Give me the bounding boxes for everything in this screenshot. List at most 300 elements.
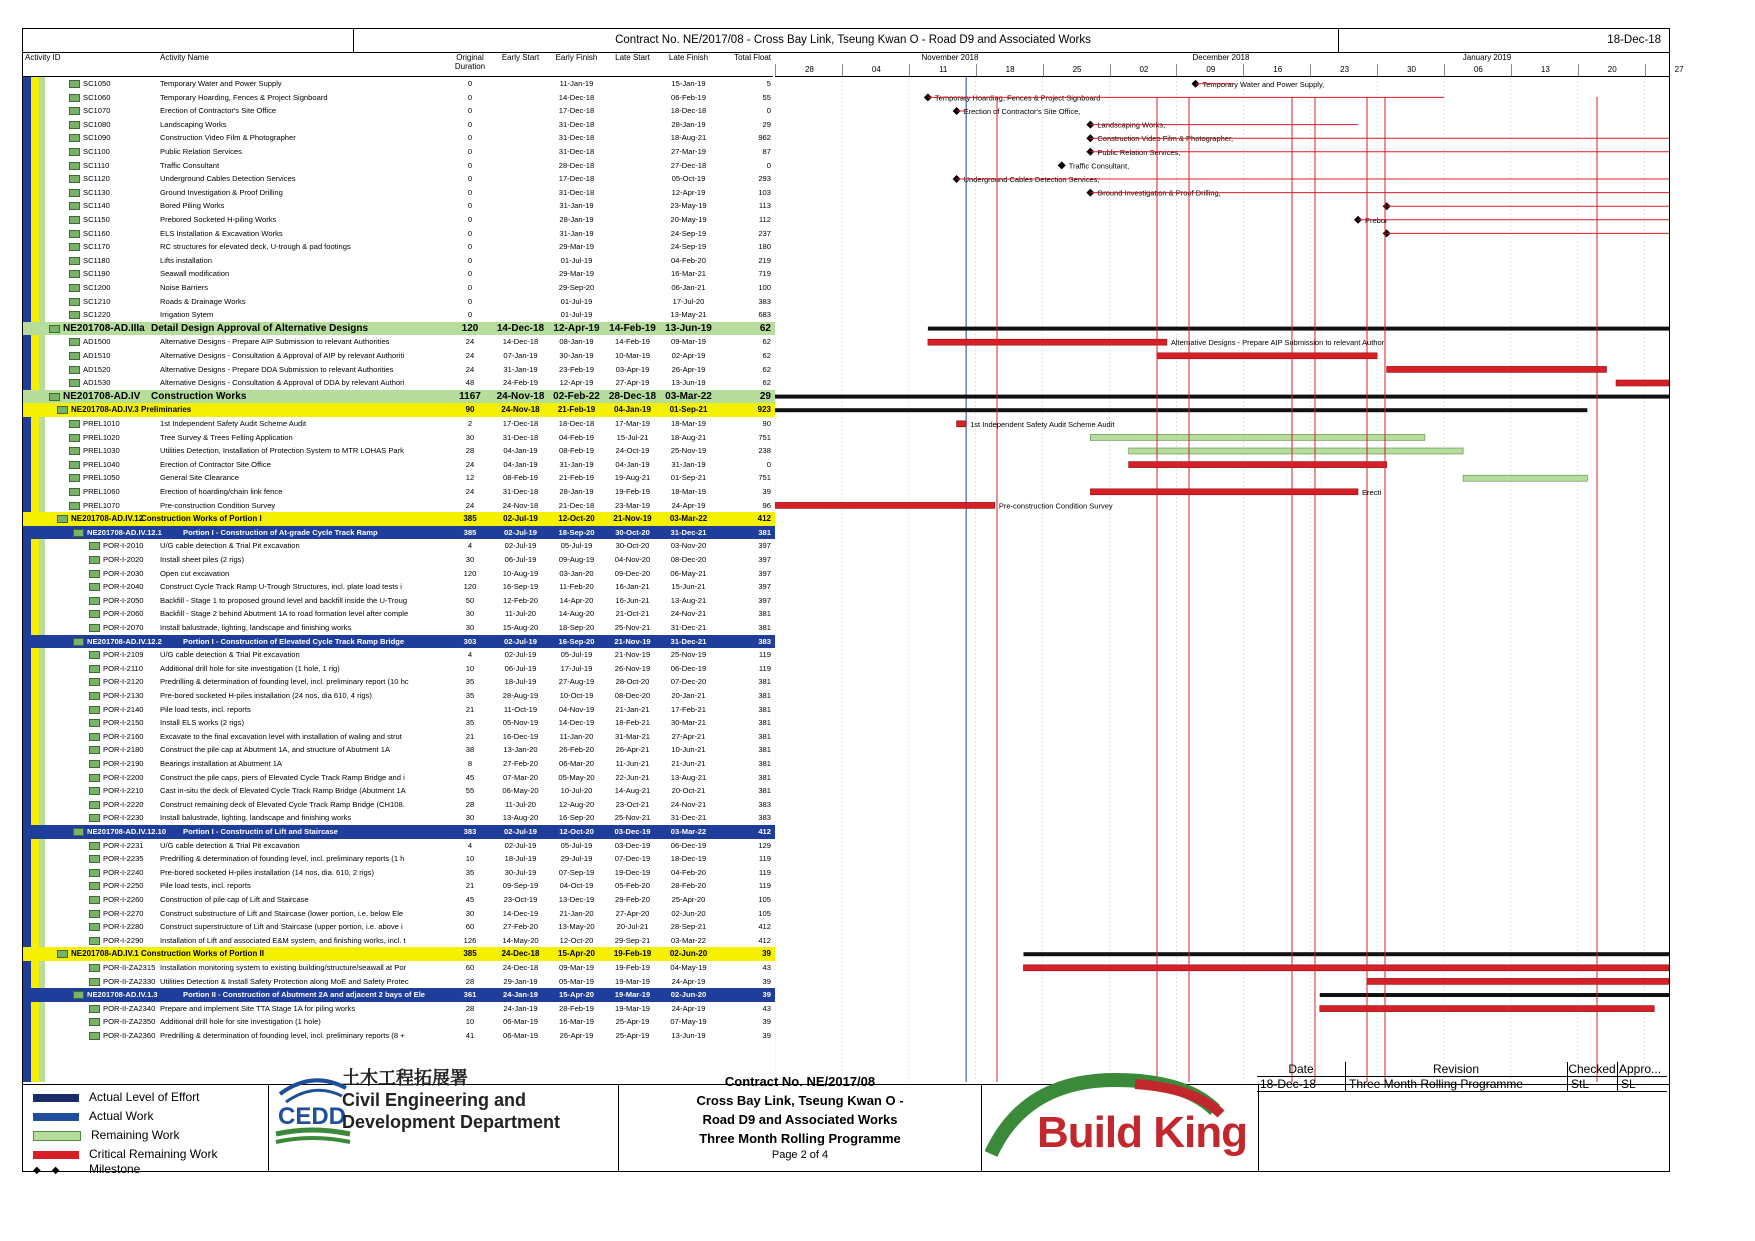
early-start: 02-Jul-19 bbox=[503, 514, 538, 524]
activity-icon bbox=[89, 842, 100, 850]
activity-icon bbox=[89, 1005, 100, 1013]
activity-row[interactable] bbox=[23, 784, 775, 798]
activity-icon bbox=[89, 610, 100, 618]
activity-icon bbox=[69, 202, 80, 210]
early-start: 30-Jul-19 bbox=[504, 867, 537, 877]
original-duration: 126 bbox=[463, 935, 477, 945]
activity-icon bbox=[89, 624, 100, 632]
activity-row[interactable] bbox=[23, 308, 775, 322]
activity-icon bbox=[89, 964, 100, 972]
original-duration: 385 bbox=[463, 949, 477, 959]
activity-name: Construction of pile cap of Lift and Staircase bbox=[160, 895, 309, 904]
original-duration: 35 bbox=[465, 718, 475, 728]
early-finish: 04-Nov-19 bbox=[558, 704, 595, 714]
activity-row[interactable] bbox=[23, 1029, 775, 1043]
activity-row[interactable] bbox=[23, 648, 775, 662]
activity-row[interactable] bbox=[23, 675, 775, 689]
legend-label: Remaining Work bbox=[91, 1128, 180, 1142]
rev-description: Three Month Rolling Programme bbox=[1349, 1077, 1524, 1091]
activity-icon bbox=[69, 80, 80, 88]
activity-icon bbox=[69, 474, 80, 482]
late-finish: 13-May-21 bbox=[670, 310, 707, 320]
wbs-folder-icon bbox=[73, 638, 84, 646]
late-finish: 10-Jun-21 bbox=[671, 745, 706, 755]
late-finish: 26-Apr-19 bbox=[671, 364, 706, 374]
late-finish: 03-Mar-22 bbox=[669, 514, 708, 524]
early-finish: 18-Dec-18 bbox=[558, 419, 595, 428]
activity-name: Additional drill hole for site investigation (1 hole) bbox=[160, 1017, 321, 1027]
wbs-row[interactable] bbox=[23, 403, 775, 417]
total-float: 412 bbox=[757, 514, 771, 524]
late-finish: 06-May-21 bbox=[670, 568, 707, 578]
title-block bbox=[620, 1072, 980, 1148]
activity-icon bbox=[89, 978, 100, 986]
total-float: 412 bbox=[758, 827, 771, 836]
late-finish: 02-Jun-20 bbox=[671, 908, 706, 918]
activity-name: Portion I - Constructin of Lift and Staircase bbox=[183, 827, 338, 836]
activity-row[interactable] bbox=[23, 104, 775, 118]
activity-name: Temporary Hoarding, Fences & Project Signboard bbox=[160, 92, 328, 102]
activity-icon bbox=[69, 311, 80, 319]
early-finish: 16-Sep-20 bbox=[558, 636, 595, 646]
early-finish: 30-Jan-19 bbox=[559, 351, 594, 360]
activity-name: Erection of Contractor's Site Office bbox=[160, 106, 277, 116]
activity-name: Ground Investigation & Proof Drilling bbox=[160, 187, 283, 197]
activity-id: SC1080 bbox=[83, 119, 111, 129]
total-float: 383 bbox=[758, 296, 771, 306]
col-activity-name[interactable]: Activity Name bbox=[160, 53, 209, 62]
activity-row[interactable] bbox=[23, 444, 775, 458]
early-finish: 05-Jul-19 bbox=[560, 541, 593, 551]
early-finish: 05-Jul-19 bbox=[560, 840, 593, 850]
activity-id: POR-I-2040 bbox=[103, 582, 144, 592]
original-duration: 21 bbox=[465, 731, 475, 741]
activity-row[interactable] bbox=[23, 703, 775, 717]
activity-row[interactable] bbox=[23, 594, 775, 608]
activity-icon bbox=[69, 379, 80, 387]
late-finish: 17-Jul-20 bbox=[672, 296, 705, 306]
early-finish: 12-Oct-20 bbox=[559, 827, 594, 836]
original-duration: 12 bbox=[465, 473, 475, 483]
original-duration: 385 bbox=[463, 527, 477, 537]
activity-id: POR-II-ZA2360 bbox=[103, 1031, 156, 1040]
original-duration: 30 bbox=[465, 432, 475, 442]
week-label: 20 bbox=[1578, 64, 1646, 76]
original-duration: 0 bbox=[467, 133, 473, 143]
early-finish: 12-Oct-20 bbox=[559, 935, 594, 945]
activity-id: POR-II-ZA2350 bbox=[103, 1017, 156, 1027]
early-finish: 17-Dec-18 bbox=[558, 106, 595, 116]
col-late-finish[interactable]: Late Finish bbox=[668, 53, 709, 62]
early-start: 24-Jan-19 bbox=[503, 1003, 538, 1013]
activity-icon bbox=[69, 230, 80, 238]
original-duration: 41 bbox=[465, 1031, 475, 1040]
late-start: 25-Nov-21 bbox=[614, 813, 651, 823]
early-start: 24-Nov-18 bbox=[502, 500, 539, 510]
bar-label: Public Relation Services, bbox=[1097, 147, 1181, 157]
activity-icon bbox=[69, 270, 80, 278]
late-start: 03-Dec-19 bbox=[614, 840, 651, 850]
early-start: 24-Dec-18 bbox=[501, 949, 540, 959]
activity-row[interactable] bbox=[23, 975, 775, 989]
box-divider bbox=[981, 1085, 982, 1172]
activity-name: Alternative Designs - Prepare DDA Submission to relevant Authorities bbox=[160, 364, 394, 374]
activity-id: POR-I-2200 bbox=[103, 772, 144, 782]
legend-item bbox=[33, 1163, 140, 1175]
late-start: 16-Jun-21 bbox=[615, 595, 650, 605]
activity-name: Construction Works of Portion II bbox=[141, 949, 264, 959]
early-start: 23-Oct-19 bbox=[503, 895, 538, 904]
early-finish: 10-Jul-20 bbox=[560, 786, 593, 796]
week-label: 06 bbox=[1444, 64, 1512, 76]
late-finish: 16-Mar-21 bbox=[670, 269, 707, 279]
total-float: 397 bbox=[758, 541, 771, 551]
activity-row[interactable] bbox=[23, 335, 775, 349]
activity-id: NE201708-AD.IV.12 bbox=[71, 514, 144, 524]
activity-row[interactable] bbox=[23, 743, 775, 757]
bar-label: Traffic Consultant, bbox=[1068, 161, 1130, 171]
activity-name: RC structures for elevated deck, U-trough & pad footings bbox=[160, 242, 351, 252]
total-float: 180 bbox=[758, 242, 771, 252]
early-finish: 28-Jan-19 bbox=[559, 215, 594, 224]
late-start: 27-Apr-19 bbox=[615, 378, 650, 388]
early-start: 02-Jul-19 bbox=[504, 650, 537, 660]
activity-row[interactable] bbox=[23, 716, 775, 730]
activity-row[interactable] bbox=[23, 811, 775, 825]
bar-label: Erecti bbox=[1361, 487, 1382, 497]
activity-name: Utilities Detection, Installation of Protection System to MTR LOHAS Park bbox=[160, 446, 404, 456]
activity-id: AD1500 bbox=[83, 337, 111, 347]
activity-row[interactable] bbox=[23, 485, 775, 499]
late-finish: 05-Oct-19 bbox=[671, 174, 706, 184]
original-duration: 383 bbox=[463, 827, 477, 836]
early-finish: 31-Dec-18 bbox=[558, 133, 595, 143]
col-early-start[interactable]: Early Start bbox=[501, 53, 540, 62]
activity-row[interactable] bbox=[23, 91, 775, 105]
late-start: 04-Jan-19 bbox=[615, 459, 650, 469]
activity-name: Public Relation Services bbox=[160, 147, 242, 156]
total-float: 381 bbox=[758, 609, 771, 619]
activity-id: SC1110 bbox=[83, 160, 110, 170]
late-finish: 03-Mar-22 bbox=[670, 935, 707, 945]
activity-row[interactable] bbox=[23, 145, 775, 159]
original-duration: 120 bbox=[463, 582, 477, 592]
activity-row[interactable] bbox=[23, 1002, 775, 1016]
wbs-folder-icon bbox=[57, 406, 68, 414]
week-label: 23 bbox=[1310, 64, 1378, 76]
col-original-duration[interactable]: Original Duration bbox=[454, 53, 486, 71]
week-label: 16 bbox=[1243, 64, 1311, 76]
activity-row[interactable] bbox=[23, 879, 775, 893]
activity-row[interactable] bbox=[23, 961, 775, 975]
activity-id: POR-I-2120 bbox=[103, 677, 144, 687]
late-start: 19-Dec-19 bbox=[614, 867, 651, 877]
wbs-row[interactable] bbox=[23, 947, 775, 961]
early-start: 28-Aug-19 bbox=[502, 691, 539, 700]
activity-icon bbox=[89, 719, 100, 727]
wbs-row[interactable] bbox=[23, 526, 775, 540]
activity-row[interactable] bbox=[23, 199, 775, 213]
total-float: 39 bbox=[762, 1017, 771, 1027]
activity-name: Installation of Lift and associated E&M system, and finishing works, incl. t bbox=[160, 935, 406, 945]
activity-icon bbox=[69, 175, 80, 183]
original-duration: 1167 bbox=[459, 390, 481, 402]
activity-row[interactable] bbox=[23, 771, 775, 785]
activity-row[interactable] bbox=[23, 131, 775, 145]
remaining-bar bbox=[1463, 475, 1587, 481]
original-duration: 48 bbox=[465, 378, 475, 388]
wbs-row[interactable] bbox=[23, 512, 775, 526]
late-start: 20-Jul-21 bbox=[616, 922, 649, 932]
activity-row[interactable] bbox=[23, 363, 775, 377]
early-start: 14-Dec-18 bbox=[502, 337, 539, 347]
early-start: 02-Jul-19 bbox=[504, 527, 537, 537]
activity-id: POR-I-2230 bbox=[103, 813, 144, 823]
activity-row[interactable] bbox=[23, 553, 775, 567]
late-start: 29-Sep-21 bbox=[614, 935, 651, 945]
original-duration: 30 bbox=[465, 623, 475, 632]
activity-row[interactable] bbox=[23, 295, 775, 309]
activity-row[interactable] bbox=[23, 798, 775, 812]
total-float: 62 bbox=[762, 337, 771, 347]
activity-row[interactable] bbox=[23, 907, 775, 921]
early-start: 04-Jan-19 bbox=[503, 446, 538, 456]
activity-icon bbox=[89, 651, 100, 659]
week-label: 09 bbox=[1176, 64, 1244, 76]
activity-row[interactable] bbox=[23, 118, 775, 132]
early-start: 24-Nov-18 bbox=[501, 405, 540, 415]
legend-label: Critical Remaining Work bbox=[89, 1147, 218, 1161]
original-duration: 303 bbox=[463, 636, 477, 646]
total-float: 112 bbox=[758, 215, 771, 224]
activity-row[interactable] bbox=[23, 417, 775, 431]
box-divider bbox=[268, 1085, 269, 1172]
early-start: 04-Jan-19 bbox=[503, 459, 538, 469]
summary-bar bbox=[775, 408, 1587, 412]
wbs-row[interactable] bbox=[23, 825, 775, 839]
early-start: 09-Sep-19 bbox=[502, 881, 539, 891]
activity-row[interactable] bbox=[23, 172, 775, 186]
legend-item bbox=[33, 1146, 217, 1163]
activity-row[interactable] bbox=[23, 662, 775, 676]
activity-id: AD1530 bbox=[83, 378, 111, 388]
activity-id: SC1210 bbox=[83, 296, 111, 306]
activity-name: Construction Works of Portion I bbox=[141, 514, 262, 524]
bar-label: Underground Cables Detection Services, bbox=[963, 175, 1100, 184]
activity-row[interactable] bbox=[23, 852, 775, 866]
late-finish: 24-Sep-19 bbox=[670, 228, 707, 238]
activity-row[interactable] bbox=[23, 471, 775, 485]
critical-bar bbox=[1023, 965, 1669, 971]
activity-name: Roads & Drainage Works bbox=[160, 296, 246, 306]
col-total-float[interactable]: Total Float bbox=[734, 53, 771, 62]
late-finish: 07-May-19 bbox=[670, 1017, 707, 1027]
activity-row[interactable] bbox=[23, 376, 775, 390]
total-float: 5 bbox=[766, 79, 771, 88]
early-start: 06-Jul-19 bbox=[504, 555, 537, 564]
activity-id: POR-I-2210 bbox=[103, 786, 144, 796]
activity-row[interactable] bbox=[23, 159, 775, 173]
activity-row[interactable] bbox=[23, 77, 775, 91]
activity-row[interactable] bbox=[23, 240, 775, 254]
activity-row[interactable] bbox=[23, 839, 775, 853]
early-finish: 05-Mar-19 bbox=[558, 976, 595, 986]
original-duration: 0 bbox=[467, 296, 473, 306]
activity-name: Prebored Socketed H-piling Works bbox=[160, 215, 277, 224]
legend-swatch bbox=[33, 1094, 79, 1102]
total-float: 383 bbox=[758, 799, 771, 809]
total-float: 381 bbox=[758, 677, 771, 687]
original-duration: 0 bbox=[467, 269, 473, 279]
activity-name: Alternative Designs - Consultation & Approval of DDA by relevant Authori bbox=[160, 378, 405, 388]
early-start: 24-Nov-18 bbox=[496, 390, 545, 402]
original-duration: 0 bbox=[467, 119, 473, 129]
activity-id: SC1100 bbox=[83, 147, 110, 156]
original-duration: 24 bbox=[465, 337, 475, 347]
activity-id: POR-I-2020 bbox=[103, 555, 144, 564]
early-start: 17-Dec-18 bbox=[502, 419, 539, 428]
total-float: 219 bbox=[758, 255, 771, 265]
activity-row[interactable] bbox=[23, 920, 775, 934]
early-finish: 26-Apr-19 bbox=[559, 1031, 594, 1040]
activity-row[interactable] bbox=[23, 866, 775, 880]
late-start: 11-Jun-21 bbox=[615, 759, 650, 768]
activity-id: SC1120 bbox=[83, 174, 110, 184]
early-start: 06-May-20 bbox=[502, 786, 539, 796]
total-float: 381 bbox=[758, 731, 771, 741]
late-finish: 18-Dec-18 bbox=[670, 106, 707, 116]
total-float: 381 bbox=[758, 704, 771, 714]
activity-id: POR-I-2270 bbox=[103, 908, 144, 918]
activity-row[interactable] bbox=[23, 431, 775, 445]
activity-icon bbox=[69, 298, 80, 306]
activity-row[interactable] bbox=[23, 934, 775, 948]
critical-bar bbox=[957, 421, 967, 427]
rev-approved: SL bbox=[1621, 1077, 1636, 1091]
activity-id: PREL1070 bbox=[83, 500, 120, 510]
activity-icon bbox=[89, 583, 100, 591]
activity-row[interactable] bbox=[23, 227, 775, 241]
early-finish: 26-Feb-20 bbox=[558, 745, 595, 755]
activity-id: SC1160 bbox=[83, 228, 110, 238]
activity-row[interactable] bbox=[23, 539, 775, 553]
activity-row[interactable] bbox=[23, 580, 775, 594]
original-duration: 0 bbox=[467, 201, 473, 211]
wbs-row[interactable] bbox=[23, 988, 775, 1002]
activity-icon bbox=[89, 774, 100, 782]
col-early-finish[interactable]: Early Finish bbox=[555, 53, 598, 62]
original-duration: 0 bbox=[467, 92, 473, 102]
activity-name: Pre-bored socketed H-piles installation (14 nos, dia. 610, 2 rigs) bbox=[160, 867, 375, 877]
activity-id: POR-I-2280 bbox=[103, 922, 144, 932]
remaining-bar bbox=[1090, 434, 1425, 440]
activity-icon bbox=[89, 814, 100, 822]
activity-icon bbox=[69, 352, 80, 360]
total-float: 55 bbox=[762, 92, 771, 102]
activity-row[interactable] bbox=[23, 757, 775, 771]
activity-name: Construct remaining deck of Elevated Cycle Track Ramp Bridge (CH108. bbox=[160, 799, 405, 809]
total-float: 0 bbox=[766, 459, 771, 469]
early-finish: 28-Jan-19 bbox=[559, 487, 594, 496]
total-float: 113 bbox=[758, 201, 771, 211]
activity-row[interactable] bbox=[23, 621, 775, 635]
activity-row[interactable] bbox=[23, 213, 775, 227]
original-duration: 30 bbox=[465, 555, 475, 564]
activity-row[interactable] bbox=[23, 458, 775, 472]
early-finish: 04-Oct-19 bbox=[559, 881, 594, 891]
activity-row[interactable] bbox=[23, 730, 775, 744]
wbs-row[interactable] bbox=[23, 390, 775, 404]
early-start: 11-Jul-20 bbox=[504, 799, 537, 809]
critical-bar bbox=[1320, 1006, 1655, 1012]
late-start: 19-Feb-19 bbox=[614, 963, 651, 972]
late-finish: 09-Mar-19 bbox=[670, 337, 707, 347]
activity-row[interactable] bbox=[23, 281, 775, 295]
activity-row[interactable] bbox=[23, 499, 775, 513]
early-start: 06-Mar-19 bbox=[502, 1031, 539, 1040]
wbs-row[interactable] bbox=[23, 635, 775, 649]
early-start: 06-Jul-19 bbox=[504, 663, 537, 673]
activity-row[interactable] bbox=[23, 893, 775, 907]
late-finish: 06-Jan-21 bbox=[671, 283, 706, 292]
original-duration: 0 bbox=[467, 310, 473, 320]
early-start: 13-Aug-20 bbox=[502, 813, 539, 823]
late-finish: 13-Jun-19 bbox=[665, 322, 712, 334]
late-start: 18-Feb-21 bbox=[614, 718, 651, 728]
col-activity-id[interactable]: Activity ID bbox=[25, 53, 61, 62]
activity-row[interactable] bbox=[23, 1015, 775, 1029]
activity-row[interactable] bbox=[23, 689, 775, 703]
original-duration: 24 bbox=[465, 351, 475, 360]
activity-icon bbox=[69, 189, 80, 197]
original-duration: 28 bbox=[465, 976, 475, 986]
critical-bar bbox=[928, 339, 1167, 345]
week-label: 13 bbox=[1511, 64, 1579, 76]
col-late-start[interactable]: Late Start bbox=[615, 53, 650, 62]
rev-rule bbox=[1257, 1091, 1667, 1092]
late-finish: 02-Apr-19 bbox=[671, 351, 706, 360]
activity-row[interactable] bbox=[23, 267, 775, 281]
activity-row[interactable] bbox=[23, 607, 775, 621]
original-duration: 30 bbox=[465, 609, 475, 619]
activity-icon bbox=[89, 542, 100, 550]
critical-bar bbox=[1616, 380, 1669, 386]
total-float: 119 bbox=[758, 881, 771, 891]
late-finish: 30-Mar-21 bbox=[670, 718, 707, 728]
original-duration: 21 bbox=[465, 881, 475, 891]
activity-row[interactable] bbox=[23, 254, 775, 268]
early-start: 11-Jul-20 bbox=[504, 609, 537, 619]
early-finish: 02-Feb-22 bbox=[553, 390, 600, 402]
total-float: 381 bbox=[758, 691, 771, 700]
activity-icon bbox=[69, 121, 80, 129]
title-line: Cross Bay Link, Tseung Kwan O - bbox=[696, 1093, 904, 1108]
early-finish: 31-Jan-19 bbox=[559, 459, 594, 469]
activity-name: Pre-bored socketed H-piles installation (24 nos, dia 610, 4 rigs) bbox=[160, 691, 372, 700]
activity-row[interactable] bbox=[23, 567, 775, 581]
wbs-row[interactable] bbox=[23, 322, 775, 336]
original-duration: 10 bbox=[465, 1017, 475, 1027]
legend-swatch bbox=[33, 1131, 81, 1141]
late-finish: 04-Feb-20 bbox=[670, 867, 707, 877]
total-float: 96 bbox=[762, 500, 771, 510]
activity-row[interactable] bbox=[23, 349, 775, 363]
activity-id: POR-I-2260 bbox=[103, 895, 144, 904]
activity-row[interactable] bbox=[23, 186, 775, 200]
early-start: 15-Aug-20 bbox=[502, 623, 539, 632]
early-finish: 21-Jan-20 bbox=[559, 908, 594, 918]
activity-icon bbox=[89, 923, 100, 931]
